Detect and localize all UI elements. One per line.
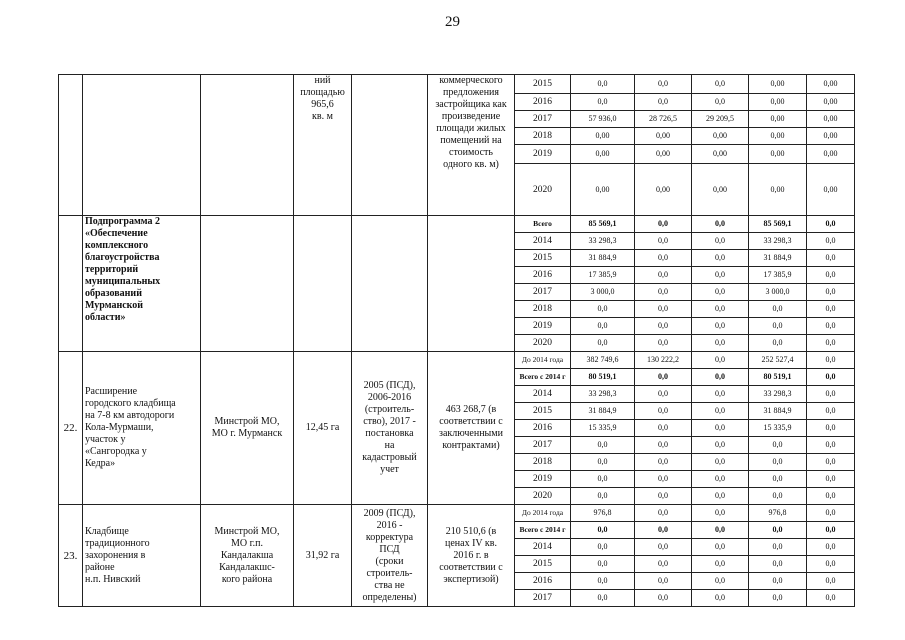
value-cell: 0,0	[807, 471, 855, 488]
value-cell: 57 936,0	[571, 111, 635, 128]
value-cell: 0,0	[635, 437, 692, 454]
value-cell: 0,0	[807, 454, 855, 471]
value-cell: 0,00	[571, 128, 635, 145]
year-cell: 2019	[515, 145, 571, 164]
value-cell: 33 298,3	[749, 233, 807, 250]
value-cell: 0,00	[635, 145, 692, 164]
value-cell: 0,0	[635, 488, 692, 505]
value-cell: 0,0	[749, 539, 807, 556]
value-cell: 0,00	[692, 145, 749, 164]
year-cell: Всего	[515, 216, 571, 233]
value-cell: 0,0	[692, 403, 749, 420]
capacity-cell: ний площадью 965,6 кв. м	[294, 75, 352, 216]
value-cell: 0,0	[635, 403, 692, 420]
value-cell: 0,0	[635, 318, 692, 335]
row-number: 22.	[59, 352, 83, 505]
value-cell: 0,0	[692, 369, 749, 386]
year-cell: 2014	[515, 386, 571, 403]
value-cell: 15 335,9	[571, 420, 635, 437]
year-cell: 2015	[515, 403, 571, 420]
year-cell: 2016	[515, 420, 571, 437]
value-cell: 0,0	[807, 335, 855, 352]
value-cell: 0,00	[571, 164, 635, 216]
year-cell: 2015	[515, 556, 571, 573]
value-cell: 0,0	[807, 386, 855, 403]
year-cell: 2020	[515, 164, 571, 216]
value-cell: 0,0	[749, 573, 807, 590]
value-cell: 0,00	[807, 111, 855, 128]
value-cell: 0,0	[807, 403, 855, 420]
value-cell: 0,0	[692, 437, 749, 454]
value-cell: 0,00	[692, 128, 749, 145]
value-cell: 0,0	[807, 488, 855, 505]
value-cell: 0,0	[635, 420, 692, 437]
value-cell: 0,0	[749, 522, 807, 539]
cost-cell	[428, 216, 515, 352]
value-cell: 0,0	[749, 556, 807, 573]
year-cell: 2018	[515, 128, 571, 145]
year-cell: 2014	[515, 233, 571, 250]
value-cell: 0,0	[635, 216, 692, 233]
value-cell: 0,0	[749, 335, 807, 352]
value-cell: 0,0	[692, 573, 749, 590]
value-cell: 0,0	[692, 556, 749, 573]
value-cell: 0,0	[807, 301, 855, 318]
year-cell: 2014	[515, 539, 571, 556]
value-cell: 0,0	[807, 233, 855, 250]
value-cell: 0,0	[635, 267, 692, 284]
value-cell: 0,0	[749, 454, 807, 471]
year-cell: 2018	[515, 454, 571, 471]
value-cell: 0,0	[635, 250, 692, 267]
value-cell: 0,0	[692, 250, 749, 267]
value-cell: 0,0	[807, 250, 855, 267]
value-cell: 0,0	[571, 318, 635, 335]
value-cell: 15 335,9	[749, 420, 807, 437]
value-cell: 0,0	[571, 454, 635, 471]
year-cell: 2015	[515, 75, 571, 94]
value-cell: 0,0	[635, 522, 692, 539]
year-cell: 2020	[515, 335, 571, 352]
value-cell: 17 385,9	[749, 267, 807, 284]
year-cell: До 2014 года	[515, 505, 571, 522]
value-cell: 0,0	[635, 233, 692, 250]
value-cell: 0,00	[749, 75, 807, 94]
value-cell: 0,0	[635, 556, 692, 573]
value-cell: 3 000,0	[571, 284, 635, 301]
value-cell: 0,0	[807, 318, 855, 335]
value-cell: 0,0	[692, 301, 749, 318]
year-cell: 2017	[515, 284, 571, 301]
customer: Минстрой МО, МО г. Мурманск	[201, 352, 294, 505]
year-cell: 2016	[515, 267, 571, 284]
value-cell: 0,0	[692, 284, 749, 301]
budget-table	[58, 74, 855, 607]
value-cell: 33 298,3	[571, 386, 635, 403]
value-cell: 85 569,1	[749, 216, 807, 233]
value-cell: 0,0	[571, 573, 635, 590]
value-cell: 0,0	[692, 233, 749, 250]
value-cell: 0,0	[692, 75, 749, 94]
object-name: Расширение городского кладбища на 7-8 км автодороги Кола-Мурмаши, участок у «Сангородка у Кедра»	[83, 352, 201, 505]
value-cell: 0,0	[807, 522, 855, 539]
value-cell: 0,0	[807, 556, 855, 573]
value-cell: 0,0	[635, 335, 692, 352]
table-row	[59, 75, 855, 94]
value-cell: 0,00	[749, 111, 807, 128]
value-cell: 0,0	[635, 590, 692, 607]
value-cell: 0,0	[692, 522, 749, 539]
value-cell: 3 000,0	[749, 284, 807, 301]
value-cell: 0,0	[692, 539, 749, 556]
value-cell: 0,0	[635, 301, 692, 318]
row-number: 23.	[59, 505, 83, 607]
value-cell: 0,0	[692, 590, 749, 607]
value-cell: 0,0	[807, 352, 855, 369]
value-cell: 0,0	[571, 75, 635, 94]
value-cell: 0,0	[807, 590, 855, 607]
value-cell: 0,0	[635, 454, 692, 471]
value-cell: 0,0	[571, 488, 635, 505]
year-cell: 2019	[515, 471, 571, 488]
value-cell: 0,0	[807, 573, 855, 590]
cost-cell: коммерческого предложения застройщика как произведение площади жилых помещений на стоимость одного кв. м)	[428, 75, 515, 216]
value-cell: 0,0	[807, 267, 855, 284]
value-cell: 85 569,1	[571, 216, 635, 233]
value-cell: 0,0	[635, 539, 692, 556]
value-cell: 0,0	[571, 522, 635, 539]
value-cell: 0,00	[692, 164, 749, 216]
year-cell: 2017	[515, 590, 571, 607]
value-cell: 33 298,3	[749, 386, 807, 403]
table-row	[59, 352, 855, 369]
value-cell: 0,0	[571, 471, 635, 488]
value-cell: 0,00	[749, 94, 807, 111]
cost: 463 268,7 (в соответствии с заключенными контрактами)	[428, 352, 515, 505]
value-cell: 0,00	[807, 128, 855, 145]
value-cell: 0,0	[635, 75, 692, 94]
value-cell: 0,0	[749, 590, 807, 607]
value-cell: 31 884,9	[571, 403, 635, 420]
value-cell: 0,0	[749, 437, 807, 454]
value-cell: 0,0	[571, 556, 635, 573]
value-cell: 0,0	[571, 539, 635, 556]
year-cell: 2016	[515, 94, 571, 111]
value-cell: 0,0	[692, 454, 749, 471]
value-cell: 0,00	[807, 164, 855, 216]
value-cell: 0,0	[571, 94, 635, 111]
year-cell: Всего с 2014 г	[515, 522, 571, 539]
customer: Минстрой МО, МО г.п. Кандалакша Кандалакшс- кого района	[201, 505, 294, 607]
value-cell: 0,0	[571, 437, 635, 454]
object-name: Кладбище традиционного захоронения в районе н.п. Нивский	[83, 505, 201, 607]
value-cell: 33 298,3	[571, 233, 635, 250]
period: 2005 (ПСД), 2006-2016 (строитель- ство), 2017 - постановка на кадастровый учет	[352, 352, 428, 505]
value-cell: 0,0	[571, 335, 635, 352]
value-cell: 0,0	[635, 505, 692, 522]
value-cell: 0,0	[692, 335, 749, 352]
value-cell: 0,00	[749, 164, 807, 216]
value-cell: 0,0	[692, 488, 749, 505]
value-cell: 31 884,9	[749, 403, 807, 420]
value-cell: 0,0	[635, 94, 692, 111]
table-row	[59, 216, 855, 233]
year-cell: 2018	[515, 301, 571, 318]
value-cell: 0,0	[749, 318, 807, 335]
period-cell	[352, 75, 428, 216]
year-cell: 2017	[515, 437, 571, 454]
value-cell: 130 222,2	[635, 352, 692, 369]
value-cell: 0,0	[635, 573, 692, 590]
year-cell: 2020	[515, 488, 571, 505]
year-cell: 2015	[515, 250, 571, 267]
year-cell: До 2014 года	[515, 352, 571, 369]
capacity: 12,45 га	[294, 352, 352, 505]
object-name-cell	[83, 75, 201, 216]
value-cell: 0,0	[692, 471, 749, 488]
value-cell: 0,00	[807, 75, 855, 94]
value-cell: 0,00	[635, 164, 692, 216]
year-cell: 2019	[515, 318, 571, 335]
value-cell: 0,0	[807, 505, 855, 522]
row-number-cell	[59, 216, 83, 352]
value-cell: 0,00	[571, 145, 635, 164]
value-cell: 0,00	[749, 128, 807, 145]
value-cell: 0,0	[807, 284, 855, 301]
value-cell: 976,8	[571, 505, 635, 522]
value-cell: 0,0	[807, 437, 855, 454]
value-cell: 0,0	[571, 590, 635, 607]
value-cell: 0,00	[635, 128, 692, 145]
value-cell: 0,0	[635, 386, 692, 403]
year-cell: Всего с 2014 г	[515, 369, 571, 386]
value-cell: 252 527,4	[749, 352, 807, 369]
value-cell: 0,0	[571, 301, 635, 318]
value-cell: 0,0	[692, 386, 749, 403]
year-cell: 2017	[515, 111, 571, 128]
value-cell: 0,00	[749, 145, 807, 164]
value-cell: 17 385,9	[571, 267, 635, 284]
page-number: 29	[445, 14, 460, 30]
value-cell: 0,0	[692, 267, 749, 284]
value-cell: 0,0	[807, 216, 855, 233]
value-cell: 0,00	[807, 145, 855, 164]
value-cell: 31 884,9	[571, 250, 635, 267]
value-cell: 80 519,1	[571, 369, 635, 386]
value-cell: 0,0	[749, 471, 807, 488]
value-cell: 0,0	[692, 318, 749, 335]
subprogram-title: Подпрограмма 2 «Обеспечение комплексного благоустройства территорий муниципальных образований Мурманской области»	[83, 216, 201, 352]
value-cell: 0,0	[807, 369, 855, 386]
year-cell: 2016	[515, 573, 571, 590]
value-cell: 0,0	[749, 488, 807, 505]
value-cell: 0,0	[807, 539, 855, 556]
period: 2009 (ПСД), 2016 - корректура ПСД (сроки строитель- ства не определены)	[352, 505, 428, 607]
value-cell: 0,0	[692, 352, 749, 369]
capacity: 31,92 га	[294, 505, 352, 607]
value-cell: 80 519,1	[749, 369, 807, 386]
value-cell: 0,0	[635, 284, 692, 301]
value-cell: 0,0	[692, 505, 749, 522]
value-cell: 0,00	[807, 94, 855, 111]
value-cell: 0,0	[807, 420, 855, 437]
period-cell	[352, 216, 428, 352]
customer-cell	[201, 75, 294, 216]
value-cell: 0,0	[692, 420, 749, 437]
value-cell: 0,0	[692, 216, 749, 233]
cost: 210 510,6 (в ценах IV кв. 2016 г. в соответствии с экспертизой)	[428, 505, 515, 607]
value-cell: 0,0	[635, 369, 692, 386]
customer-cell	[201, 216, 294, 352]
table-row	[59, 505, 855, 522]
value-cell: 0,0	[635, 471, 692, 488]
value-cell: 976,8	[749, 505, 807, 522]
capacity-cell	[294, 216, 352, 352]
value-cell: 0,0	[692, 94, 749, 111]
value-cell: 0,0	[749, 301, 807, 318]
value-cell: 28 726,5	[635, 111, 692, 128]
value-cell: 29 209,5	[692, 111, 749, 128]
row-number-cell	[59, 75, 83, 216]
value-cell: 382 749,6	[571, 352, 635, 369]
value-cell: 31 884,9	[749, 250, 807, 267]
budget-table-body	[59, 75, 855, 607]
